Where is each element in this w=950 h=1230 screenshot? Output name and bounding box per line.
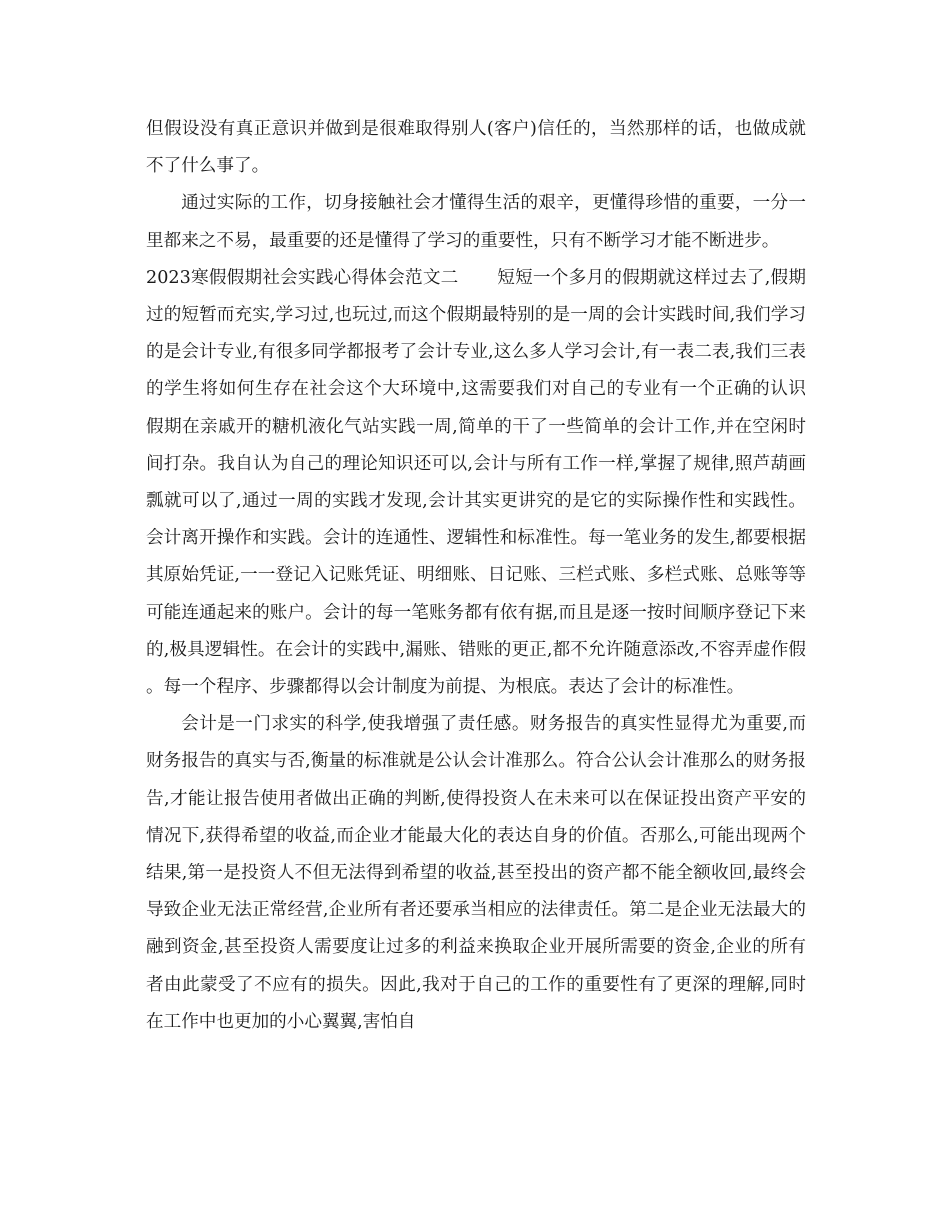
document-body: [146, 111, 806, 1041]
paragraph-3: [146, 260, 806, 706]
section-heading: 2023寒假假期社会实践心得体会范文二: [146, 267, 459, 288]
paragraph-1: 但假设没有真正意识并做到是很难取得别人(客户)信任的，当然那样的话，也做成就不了什么事了。: [146, 119, 806, 177]
paragraph-4: 会计是一门求实的科学,使我增强了责任感。财务报告的真实性显得尤为重要,而财务报告的真实与否,衡量的标准就是公认会计准那么。符合公认会计准那么的财务报告,才能让报告使用者做出正确的判断,使得投资人在未来可以在保证投出资产平安的情况下,获得希望的收益,而企业才能最大化的表达自身的价值。否那么,可能出现两个结果,第一是投资人不但无法得到希望的收益,甚至投出的资产都不能全额收回,最终会导致企业无法正常经营,企业所有者还要承当相应的法律责任。第二是企业无法最大的融到资金,甚至投资人需要度让过多的利益来换取企业开展所需要的资金,企业的所有者由此蒙受了不应有的损失。因此,我对于自己的工作的重要性有了更深的理解,同时在工作中也更加的小心翼翼,害怕自: [146, 714, 806, 1032]
paragraph-2: 通过实际的工作，切身接触社会才懂得生活的艰辛，更懂得珍惜的重要，一分一里都来之不易，最重要的还是懂得了学习的重要性，只有不断学习才能不断进步。: [146, 193, 806, 251]
paragraph-3-body: 短短一个多月的假期就这样过去了,假期过的短暂而充实,学习过,也玩过,而这个假期最特别的是一周的会计实践时间,我们学习的是会计专业,有很多同学都报考了会计专业,这么多人学习会计,有一表二表,我们三表的学生将如何生存在社会这个大环境中,这需要我们对自己的专业有一个正确的认识 假期在亲戚开的糖机液化气站实践一周,简单的干了一些简单的会计工作,并在空闲时间打杂。我自认为自己的理论知识还可以,会计与所有工作一样,掌握了规律,照芦葫画瓢就可以了,通过一周的实践才发现,会计其实更讲究的是它的实际操作性和实践性。会计离开操作和实践。会计的连通性、逻辑性和标准性。每一笔业务的发生,都要根据其原始凭证,一一登记入记账凭证、明细账、日记账、三栏式账、多栏式账、总账等等可能连通起来的账户。会计的每一笔账务都有依有据,而且是逐一按时间顺序登记下来的,极具逻辑性。在会计的实践中,漏账、错账的更正,都不允许随意添改,不容弄虚作假。每一个程序、步骤都得以会计制度为前提、为根底。表达了会计的标准性。: [146, 267, 806, 698]
